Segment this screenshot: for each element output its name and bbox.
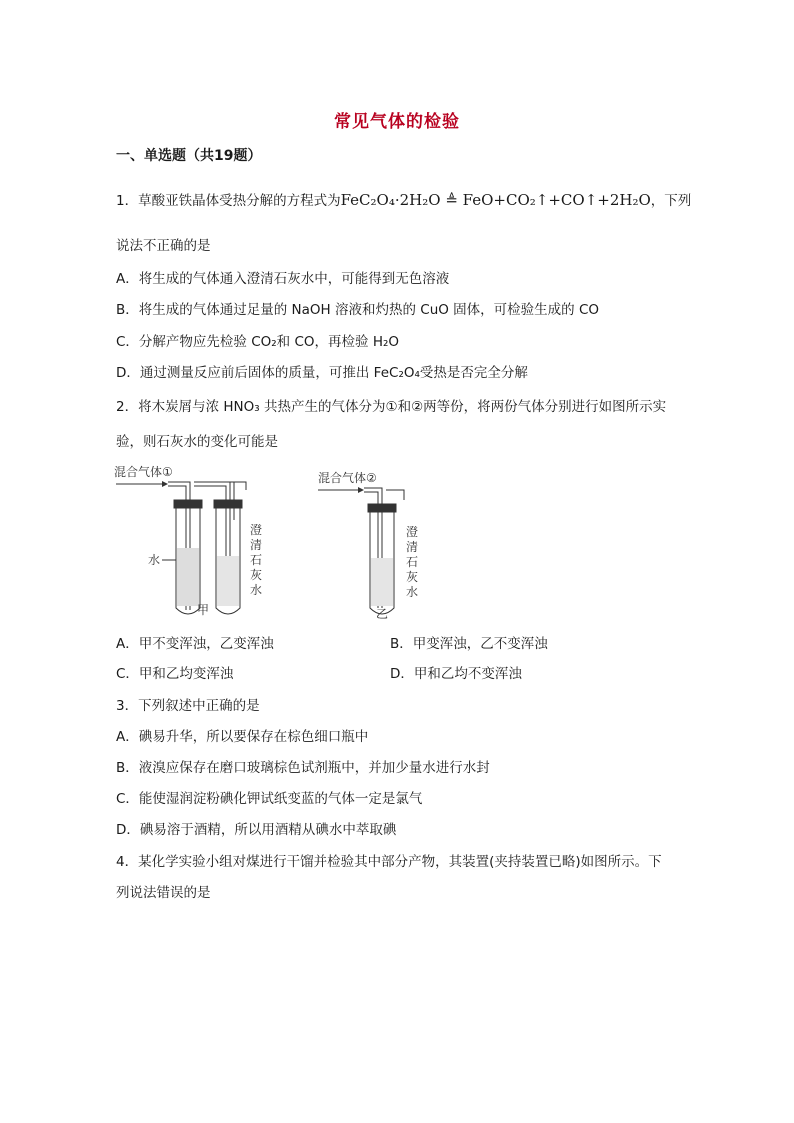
question-number: 1．: [116, 193, 139, 209]
limewater-char: 水: [250, 583, 263, 597]
question-4-stem: [116, 853, 662, 871]
question-text: 将木炭屑与浓 HNO₃ 共热产生的气体分为①和②两等份，将两份气体分别进行如图所示实: [138, 399, 667, 415]
question-2-option-c[interactable]: C．甲和乙均变浑浊: [116, 666, 234, 682]
water-label: 水: [148, 553, 161, 567]
arrow-icon: [318, 487, 364, 493]
limewater-char: 石: [250, 553, 263, 567]
question-4-stem-cont: 列说法错误的是: [116, 885, 211, 901]
question-1-stem-cont: 说法不正确的是: [116, 238, 211, 254]
experiment-figure: [110, 460, 430, 625]
question-number: 2．: [116, 399, 139, 415]
question-number: 4．: [116, 854, 139, 870]
mixed-gas-1-label: 混合气体①: [114, 465, 173, 479]
liquid-limewater-2: [371, 558, 393, 606]
question-1-option-d[interactable]: D．通过测量反应前后固体的质量，可推出 FeC₂O₄受热是否完全分解: [116, 365, 528, 381]
limewater-char: 清: [250, 538, 263, 552]
question-2-stem: [116, 398, 666, 416]
limewater-char: 石: [406, 555, 419, 569]
question-1-option-b[interactable]: B．将生成的气体通过足量的 NaOH 溶液和灼热的 CuO 固体，可检验生成的 CO: [116, 302, 600, 318]
limewater-char: 澄: [406, 525, 419, 539]
question-1-stem: [116, 191, 691, 210]
figure-caption-jia: 甲: [197, 603, 210, 617]
question-1-option-c[interactable]: C．分解产物应先检验 CO₂和 CO，再检验 H₂O: [116, 334, 400, 350]
question-2-option-b[interactable]: B．甲变浑浊，乙不变浑浊: [390, 636, 548, 652]
limewater-char: 水: [406, 585, 419, 599]
limewater-char: 灰: [250, 568, 263, 582]
question-2-option-a[interactable]: A．甲不变浑浊，乙变浑浊: [116, 636, 274, 652]
question-text: 下列叙述中正确的是: [138, 698, 260, 714]
mixed-gas-2-label: 混合气体②: [318, 471, 377, 485]
question-3-option-d[interactable]: D．碘易溶于酒精，所以用酒精从碘水中萃取碘: [116, 822, 397, 838]
question-2-option-d[interactable]: D．甲和乙均不变浑浊: [390, 666, 522, 682]
limewater-char: 澄: [250, 523, 263, 537]
liquid-water: [177, 548, 199, 606]
question-3-stem: [116, 697, 260, 715]
section-heading: 一、单选题（共19题）: [116, 148, 262, 164]
figure-caption-yi: 乙: [376, 607, 389, 621]
limewater-char: 清: [406, 540, 419, 554]
question-text: 某化学实验小组对煤进行干馏并检验其中部分产物，其装置(夹持装置已略)如图所示。下: [138, 854, 662, 870]
liquid-limewater-1: [217, 556, 239, 606]
question-2-stem-cont: 验，则石灰水的变化可能是: [116, 434, 278, 450]
arrow-icon: [116, 481, 168, 487]
question-text: ，下列: [650, 193, 692, 209]
question-text: 草酸亚铁晶体受热分解的方程式为: [138, 193, 341, 209]
question-3-option-c[interactable]: C．能使湿润淀粉碘化钾试纸变蓝的气体一定是氯气: [116, 791, 423, 807]
page-title: 常见气体的检验: [334, 112, 460, 132]
question-3-option-b[interactable]: B．液溴应保存在磨口玻璃棕色试剂瓶中，并加少量水进行水封: [116, 760, 490, 776]
question-1-option-a[interactable]: A．将生成的气体通入澄清石灰水中，可能得到无色溶液: [116, 271, 450, 287]
limewater-char: 灰: [406, 570, 419, 584]
decomposition-equation: FeC₂O₄·2H₂O ≜ FeO+CO₂↑+CO↑+2H₂O: [340, 191, 651, 209]
question-3-option-a[interactable]: A．碘易升华，所以要保存在棕色细口瓶中: [116, 729, 369, 745]
question-number: 3．: [116, 698, 139, 714]
